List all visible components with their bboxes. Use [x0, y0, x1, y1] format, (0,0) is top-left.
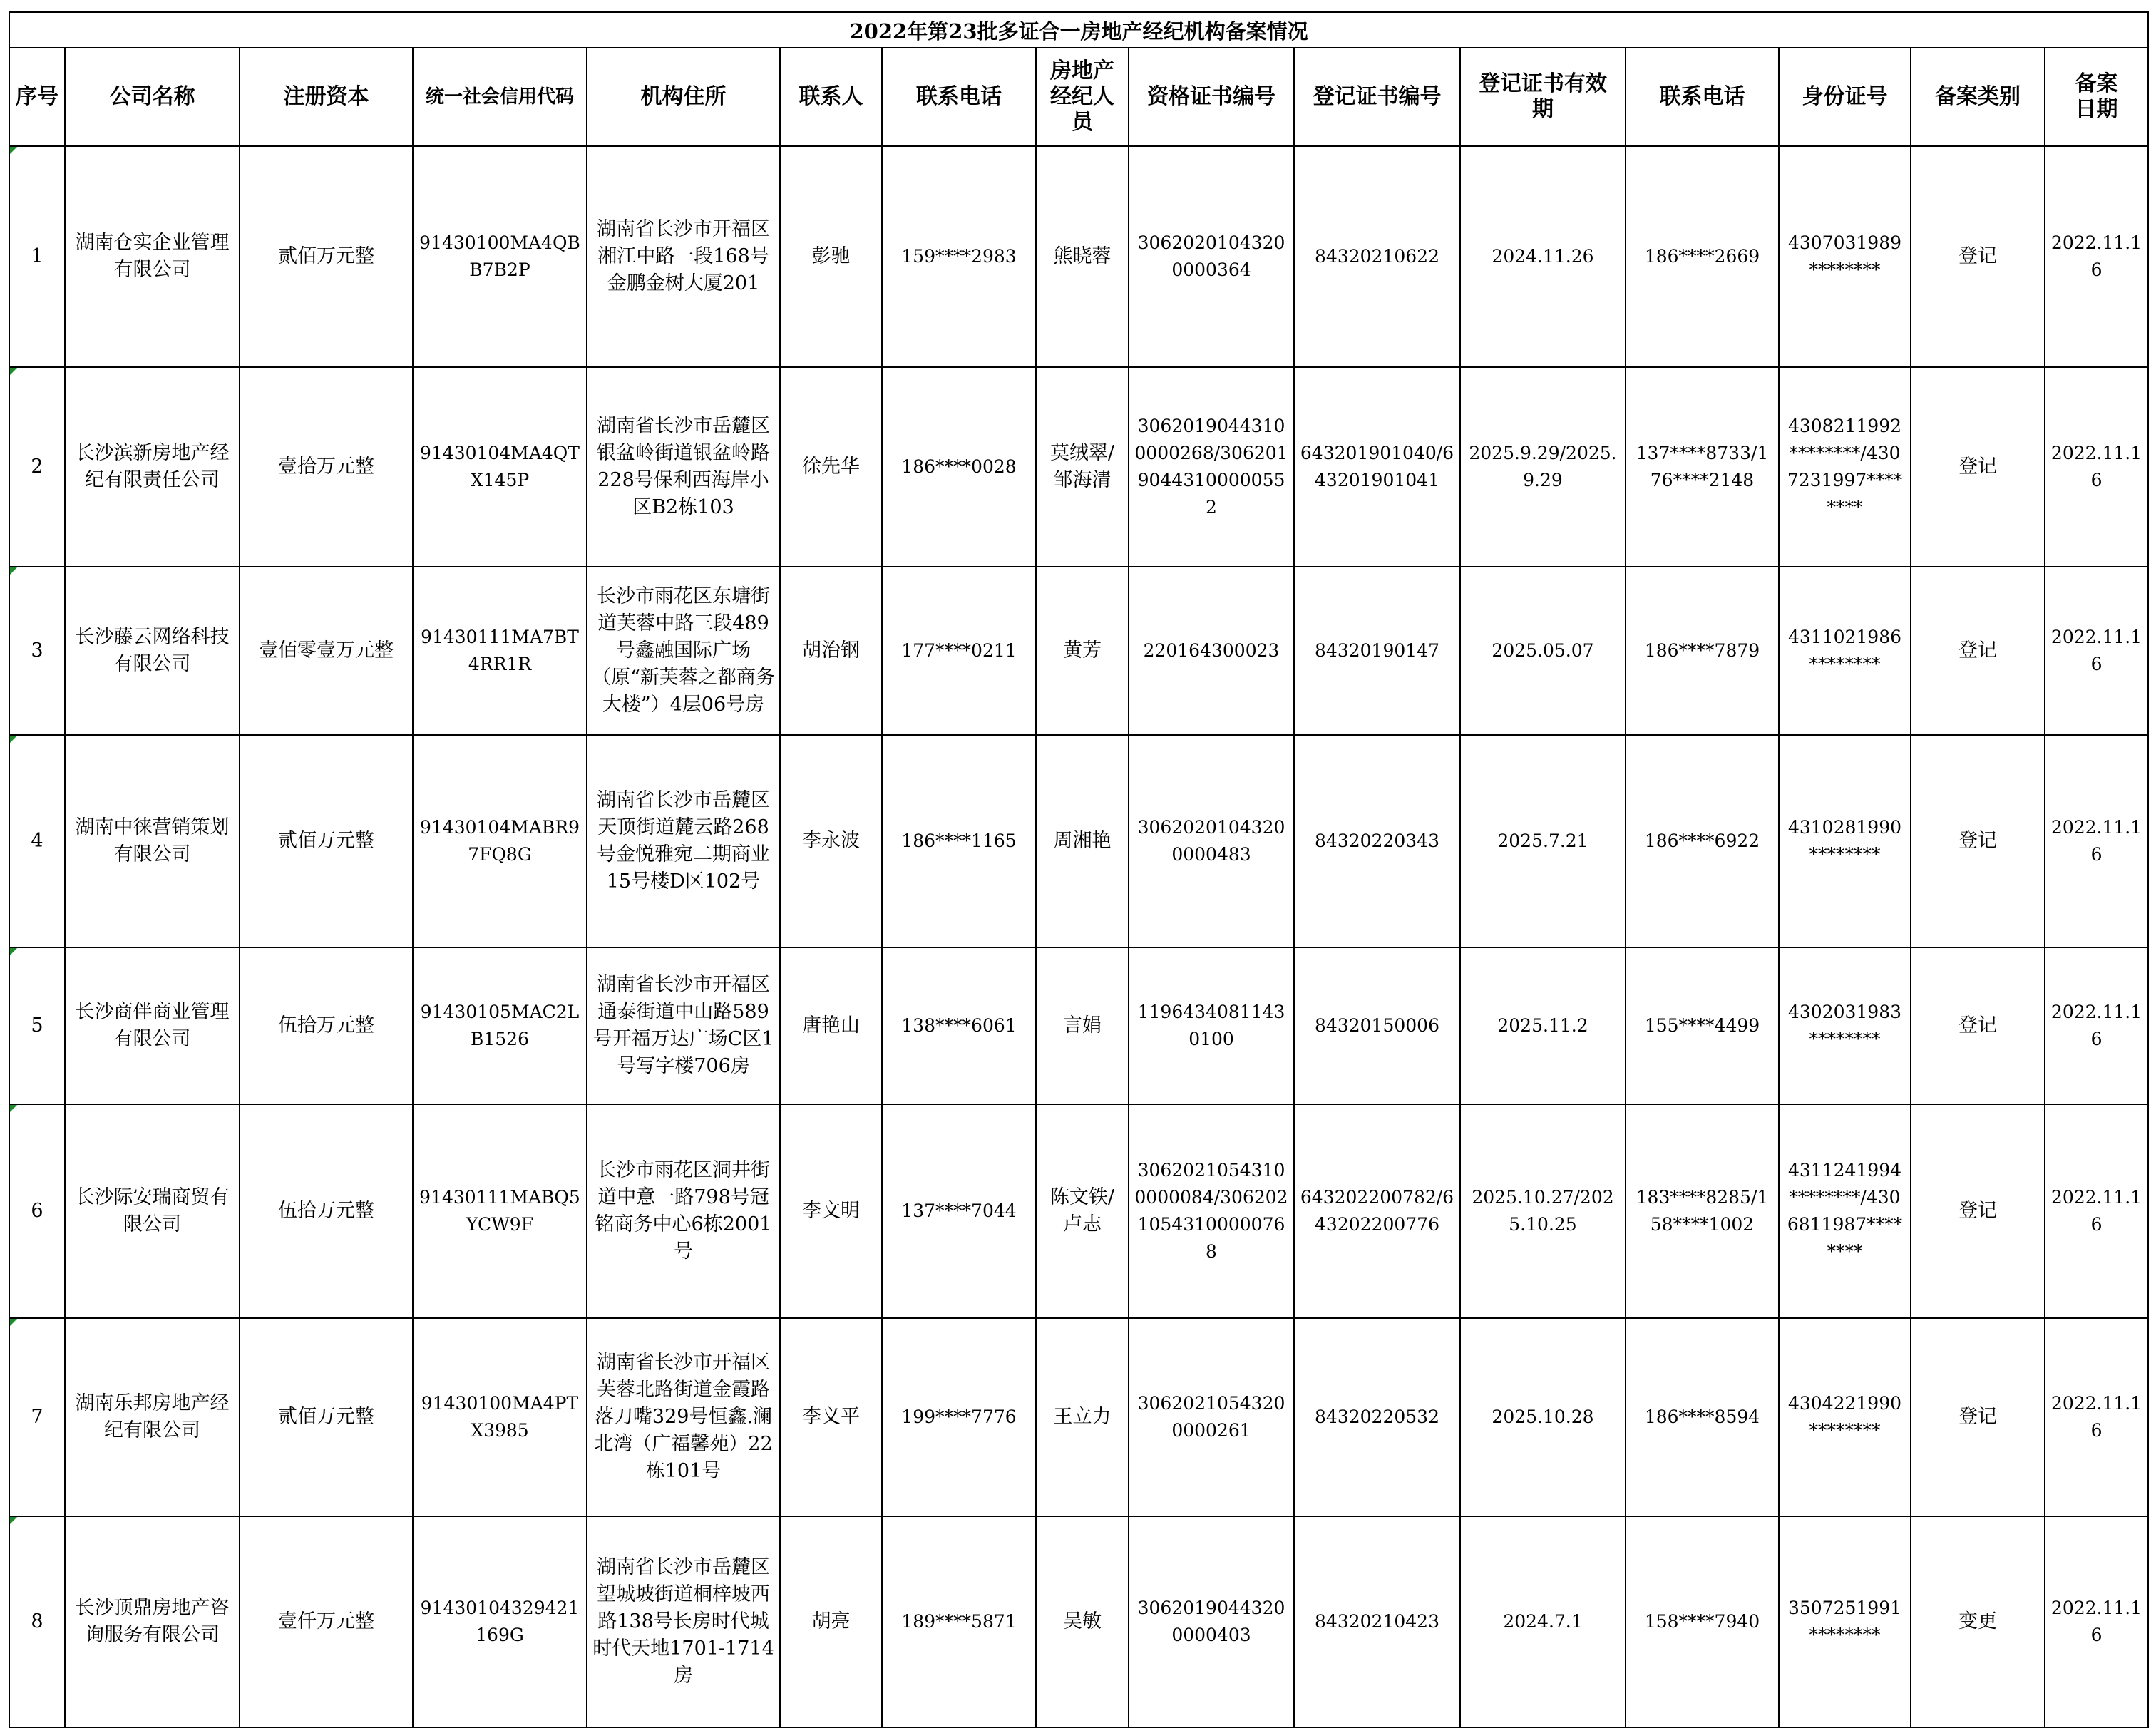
- table-row: [9, 1104, 2148, 1318]
- cell-credit-code: 91430104MABR97FQ8G: [413, 735, 587, 947]
- cell-contact: 唐艳山: [780, 947, 882, 1104]
- cell-reg-cert: 84320220343: [1294, 735, 1460, 947]
- cell-validity: 2024.11.26: [1460, 146, 1626, 367]
- cell-phone: 177****0211: [882, 567, 1036, 735]
- cell-date: 2022.11.​16: [2045, 1516, 2148, 1727]
- cell-address: 长沙市雨花区东塘街道芙蓉中路三段489号鑫融国际广场（原“新芙蓉之都商务大楼”）4层06号房: [587, 567, 780, 735]
- cell-company: 长沙顶鼎房地产咨询服务有限公司: [65, 1516, 240, 1727]
- cell-capital: 壹拾万元整: [240, 367, 413, 567]
- cell-agent: 吴敏: [1036, 1516, 1129, 1727]
- cell-credit-code: 91430100MA4QBB7B2P: [413, 146, 587, 367]
- cell-date: 2022.11.​16: [2045, 146, 2148, 367]
- cell-phone: 138****6061: [882, 947, 1036, 1104]
- table-row: [9, 735, 2148, 947]
- cell-id-no: 4307031989*​*******: [1779, 146, 1911, 367]
- cell-no: 1: [9, 146, 65, 367]
- table-row: [9, 1318, 2148, 1516]
- cell-agent-phone: 183****8285/158****1002: [1626, 1104, 1779, 1318]
- cell-reg-cert: 84320210622: [1294, 146, 1460, 367]
- cell-agent-phone: 158****7940: [1626, 1516, 1779, 1727]
- cell-qual-cert: 306202105432​00000261: [1129, 1318, 1294, 1516]
- cell-reg-cert: 84320150006: [1294, 947, 1460, 1104]
- cell-qual-cert: 306202010432​00000483: [1129, 735, 1294, 947]
- table-row: [9, 146, 2148, 367]
- col-header-validity: 登记证书有效期: [1460, 48, 1626, 146]
- cell-date: 2022.11.​16: [2045, 735, 2148, 947]
- cell-qual-cert: 119643408114​30100: [1129, 947, 1294, 1104]
- cell-qual-cert: 220164300023: [1129, 567, 1294, 735]
- cell-capital: 壹佰零壹万元整: [240, 567, 413, 735]
- table-row: [9, 947, 2148, 1104]
- cell-phone: 137****7044: [882, 1104, 1036, 1318]
- cell-id-no: 4302031983*​*******: [1779, 947, 1911, 1104]
- cell-agent: 王立力: [1036, 1318, 1129, 1516]
- col-header-company: 公司名称: [65, 48, 240, 146]
- cell-id-no: 4311021986*​*******: [1779, 567, 1911, 735]
- cell-phone: 199****7776: [882, 1318, 1036, 1516]
- cell-validity: 2025.10.28: [1460, 1318, 1626, 1516]
- cell-phone: 159****2983: [882, 146, 1036, 367]
- cell-type: 登记: [1911, 735, 2045, 947]
- col-header-no: 序号: [9, 48, 65, 146]
- col-header-qual-cert: 资格证书编号: [1129, 48, 1294, 146]
- cell-agent: 陈文铁/卢志: [1036, 1104, 1129, 1318]
- cell-validity: 2024.7.1: [1460, 1516, 1626, 1727]
- cell-id-no: 4311241994********/4306811987********: [1779, 1104, 1911, 1318]
- cell-capital: 伍拾万元整: [240, 1104, 413, 1318]
- cell-credit-code: 91430100MA4PTX3985: [413, 1318, 587, 1516]
- cell-company: 湖南仓实企业管理有限公司: [65, 146, 240, 367]
- cell-agent-phone: 155****4499: [1626, 947, 1779, 1104]
- col-header-date: 备案日期: [2045, 48, 2148, 146]
- cell-no: 8: [9, 1516, 65, 1727]
- cell-capital: 壹仟万元整: [240, 1516, 413, 1727]
- cell-address: 湖南省长沙市开福区湘江中路一段168号金鹏金树大厦201: [587, 146, 780, 367]
- col-header-address: 机构住所: [587, 48, 780, 146]
- cell-type: 变更: [1911, 1516, 2045, 1727]
- table-row: [9, 567, 2148, 735]
- cell-id-no: 3507251991*​*******: [1779, 1516, 1911, 1727]
- cell-qual-cert: 30620190443100000268/30620190443100000552: [1129, 367, 1294, 567]
- cell-type: 登记: [1911, 146, 2045, 367]
- col-header-credit-code: 统一社会信用代码: [413, 48, 587, 146]
- table-row: [9, 1516, 2148, 1727]
- cell-address: 湖南省长沙市岳麓区银盆岭街道银盆岭路228号保利西海岸小区B2栋103: [587, 367, 780, 567]
- header-row: [9, 48, 2148, 146]
- cell-contact: 徐先华: [780, 367, 882, 567]
- cell-agent-phone: 186****8594: [1626, 1318, 1779, 1516]
- cell-reg-cert: 84320190147: [1294, 567, 1460, 735]
- cell-address: 长沙市雨花区洞井街道中意一路798号冠铭商务中心6栋2001号: [587, 1104, 780, 1318]
- cell-date: 2022.11.​16: [2045, 567, 2148, 735]
- cell-phone: 189****5871: [882, 1516, 1036, 1727]
- cell-contact: 李义平: [780, 1318, 882, 1516]
- cell-qual-cert: 30620210543100000084/30620210543100000768: [1129, 1104, 1294, 1318]
- cell-reg-cert: 643202200782/643202200776: [1294, 1104, 1460, 1318]
- cell-agent: 言娟: [1036, 947, 1129, 1104]
- cell-address: 湖南省长沙市岳麓区天顶街道麓云路268号金悦雅宛二期商业15号楼D区102号: [587, 735, 780, 947]
- cell-credit-code: 91430105MAC2LB1526: [413, 947, 587, 1104]
- cell-id-no: 4308211992********/4307231997********: [1779, 367, 1911, 567]
- cell-address: 湖南省长沙市岳麓区望城坡街道桐梓坡西路138号长房时代城时代天地1701-1714房: [587, 1516, 780, 1727]
- cell-credit-code: 91430104MA4QTX145P: [413, 367, 587, 567]
- cell-company: 长沙滨新房地产经纪有限责任公司: [65, 367, 240, 567]
- cell-id-no: 4310281990*​*******: [1779, 735, 1911, 947]
- col-header-type: 备案类别: [1911, 48, 2045, 146]
- col-header-agent: 房地产经纪人员: [1036, 48, 1129, 146]
- cell-address: 湖南省长沙市开福区芙蓉北路街道金霞路落刀嘴329号恒鑫.澜北湾（广福馨苑）22栋101号: [587, 1318, 780, 1516]
- cell-no: 6: [9, 1104, 65, 1318]
- cell-type: 登记: [1911, 1318, 2045, 1516]
- col-header-agent-phone: 联系电话: [1626, 48, 1779, 146]
- cell-company: 湖南乐邦房地产经纪有限公司: [65, 1318, 240, 1516]
- cell-credit-code: 91430111MABQ5YCW9F: [413, 1104, 587, 1318]
- cell-contact: 胡治钢: [780, 567, 882, 735]
- cell-credit-code: 91430111MA7BT4RR1R: [413, 567, 587, 735]
- cell-company: 长沙商伴商业管理有限公司: [65, 947, 240, 1104]
- cell-validity: 2025.11.2: [1460, 947, 1626, 1104]
- cell-type: 登记: [1911, 367, 2045, 567]
- cell-agent-phone: 186****6922: [1626, 735, 1779, 947]
- cell-validity: 2025.05.07: [1460, 567, 1626, 735]
- cell-contact: 胡亮: [780, 1516, 882, 1727]
- cell-validity: 2025.7.21: [1460, 735, 1626, 947]
- cell-address: 湖南省长沙市开福区通泰街道中山路589号开福万达广场C区1号写字楼706房: [587, 947, 780, 1104]
- cell-qual-cert: 306202010432​00000364: [1129, 146, 1294, 367]
- cell-company: 长沙际安瑞商贸有限公司: [65, 1104, 240, 1318]
- cell-type: 登记: [1911, 567, 2045, 735]
- cell-validity: 2025.9.29/2025.9.29: [1460, 367, 1626, 567]
- table-title: 2022年第23批多证合一房地产经纪机构备案情况: [9, 12, 2148, 48]
- cell-reg-cert: 84320210423: [1294, 1516, 1460, 1727]
- cell-date: 2022.11.​16: [2045, 367, 2148, 567]
- filing-table: [9, 11, 2149, 1728]
- cell-capital: 伍拾万元整: [240, 947, 413, 1104]
- cell-agent-phone: 186****7879: [1626, 567, 1779, 735]
- cell-agent-phone: 137****8733/176****2148: [1626, 367, 1779, 567]
- col-header-contact: 联系人: [780, 48, 882, 146]
- cell-capital: 贰佰万元整: [240, 735, 413, 947]
- cell-credit-code: 91430104329421169G: [413, 1516, 587, 1727]
- cell-date: 2022.11.​16: [2045, 947, 2148, 1104]
- cell-no: 2: [9, 367, 65, 567]
- col-header-capital: 注册资本: [240, 48, 413, 146]
- cell-type: 登记: [1911, 1104, 2045, 1318]
- cell-no: 4: [9, 735, 65, 947]
- cell-company: 湖南中徕营销策划有限公司: [65, 735, 240, 947]
- cell-no: 3: [9, 567, 65, 735]
- cell-agent: 熊晓蓉: [1036, 146, 1129, 367]
- cell-no: 7: [9, 1318, 65, 1516]
- cell-id-no: 4304221990*​*******: [1779, 1318, 1911, 1516]
- cell-validity: 2025.10.27/2025.10.25: [1460, 1104, 1626, 1318]
- cell-date: 2022.11.​16: [2045, 1104, 2148, 1318]
- cell-reg-cert: 643201901040/643201901041: [1294, 367, 1460, 567]
- cell-phone: 186****1165: [882, 735, 1036, 947]
- cell-capital: 贰佰万元整: [240, 146, 413, 367]
- cell-agent: 周湘艳: [1036, 735, 1129, 947]
- cell-agent: 黄芳: [1036, 567, 1129, 735]
- cell-company: 长沙藤云网络科技有限公司: [65, 567, 240, 735]
- table-body: [9, 146, 2148, 1727]
- cell-capital: 贰佰万元整: [240, 1318, 413, 1516]
- filing-sheet: [9, 11, 2147, 1728]
- cell-phone: 186****0028: [882, 367, 1036, 567]
- cell-date: 2022.11.​16: [2045, 1318, 2148, 1516]
- col-header-id-no: 身份证号: [1779, 48, 1911, 146]
- cell-qual-cert: 306201904432​00000403: [1129, 1516, 1294, 1727]
- cell-agent: 莫绒翠/邹海清: [1036, 367, 1129, 567]
- table-row: [9, 367, 2148, 567]
- cell-contact: 彭驰: [780, 146, 882, 367]
- col-header-reg-cert: 登记证书编号: [1294, 48, 1460, 146]
- col-header-phone: 联系电话: [882, 48, 1036, 146]
- cell-contact: 李文明: [780, 1104, 882, 1318]
- cell-reg-cert: 84320220532: [1294, 1318, 1460, 1516]
- cell-type: 登记: [1911, 947, 2045, 1104]
- cell-contact: 李永波: [780, 735, 882, 947]
- cell-no: 5: [9, 947, 65, 1104]
- cell-agent-phone: 186****2669: [1626, 146, 1779, 367]
